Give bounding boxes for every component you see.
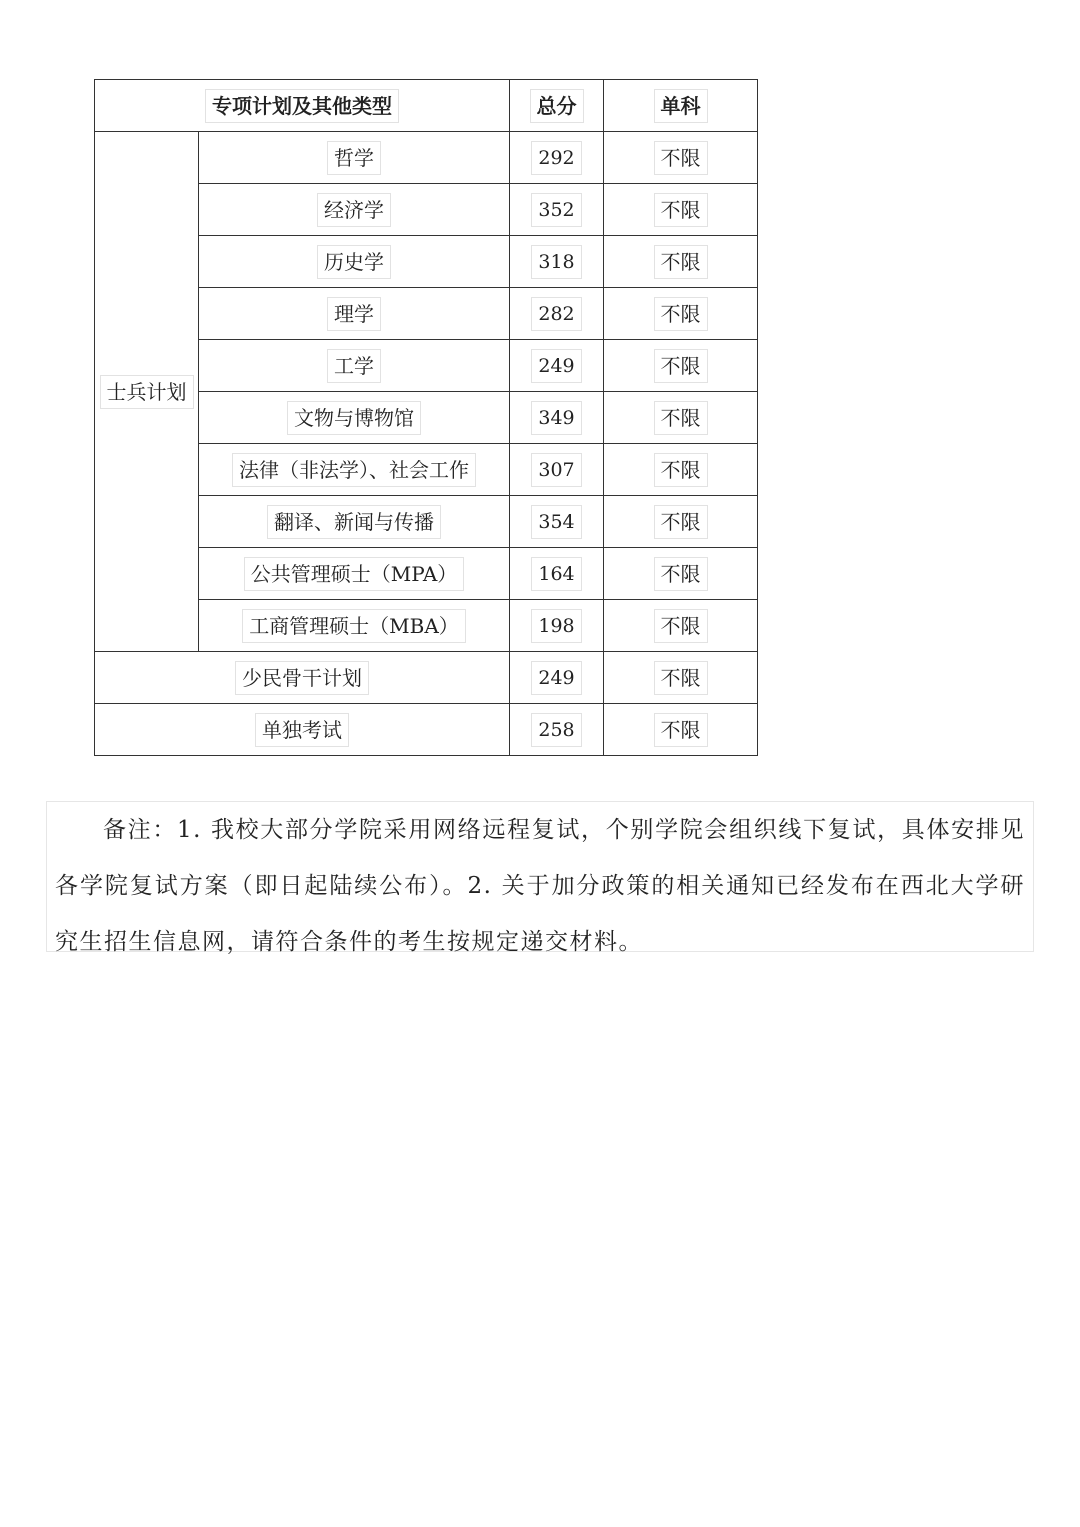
subject-cell: 理学 [199, 288, 510, 340]
single-cell: 不限 [604, 288, 758, 340]
single-cell: 不限 [604, 132, 758, 184]
total-cell: 164 [510, 548, 604, 600]
table-row [95, 652, 758, 704]
table-header-row [95, 80, 758, 132]
total-cell: 349 [510, 392, 604, 444]
note-paragraph: 备注：1. 我校大部分学院采用网络远程复试，个别学院会组织线下复试，具体安排见各学院复试方案（即日起陆续公布）。2. 关于加分政策的相关通知已经发布在西北大学研究生招生信息网，请符合条件的考生按规定递交材料。 [46, 801, 1034, 952]
single-cell: 不限 [604, 704, 758, 756]
subject-cell: 工学 [199, 340, 510, 392]
plan-label-cell: 单独考试 [95, 704, 510, 756]
score-table [94, 79, 758, 756]
single-cell: 不限 [604, 236, 758, 288]
total-cell: 282 [510, 288, 604, 340]
single-cell: 不限 [604, 496, 758, 548]
total-cell: 249 [510, 652, 604, 704]
table-row [95, 704, 758, 756]
soldier-plan-label: 士兵计划 [95, 132, 199, 652]
table-row [95, 132, 758, 184]
total-cell: 258 [510, 704, 604, 756]
total-cell: 354 [510, 496, 604, 548]
single-cell: 不限 [604, 184, 758, 236]
subject-cell: 公共管理硕士（MPA） [199, 548, 510, 600]
single-cell: 不限 [604, 652, 758, 704]
subject-cell: 文物与博物馆 [199, 392, 510, 444]
single-cell: 不限 [604, 392, 758, 444]
single-cell: 不限 [604, 340, 758, 392]
total-cell: 292 [510, 132, 604, 184]
header-total: 总分 [510, 80, 604, 132]
subject-cell: 历史学 [199, 236, 510, 288]
total-cell: 249 [510, 340, 604, 392]
header-single: 单科 [604, 80, 758, 132]
subject-cell: 哲学 [199, 132, 510, 184]
total-cell: 352 [510, 184, 604, 236]
subject-cell: 经济学 [199, 184, 510, 236]
total-cell: 198 [510, 600, 604, 652]
single-cell: 不限 [604, 600, 758, 652]
single-cell: 不限 [604, 548, 758, 600]
single-cell: 不限 [604, 444, 758, 496]
total-cell: 307 [510, 444, 604, 496]
subject-cell: 翻译、新闻与传播 [199, 496, 510, 548]
plan-label-cell: 少民骨干计划 [95, 652, 510, 704]
total-cell: 318 [510, 236, 604, 288]
subject-cell: 工商管理硕士（MBA） [199, 600, 510, 652]
subject-cell: 法律（非法学）、社会工作 [199, 444, 510, 496]
header-category: 专项计划及其他类型 [95, 80, 510, 132]
